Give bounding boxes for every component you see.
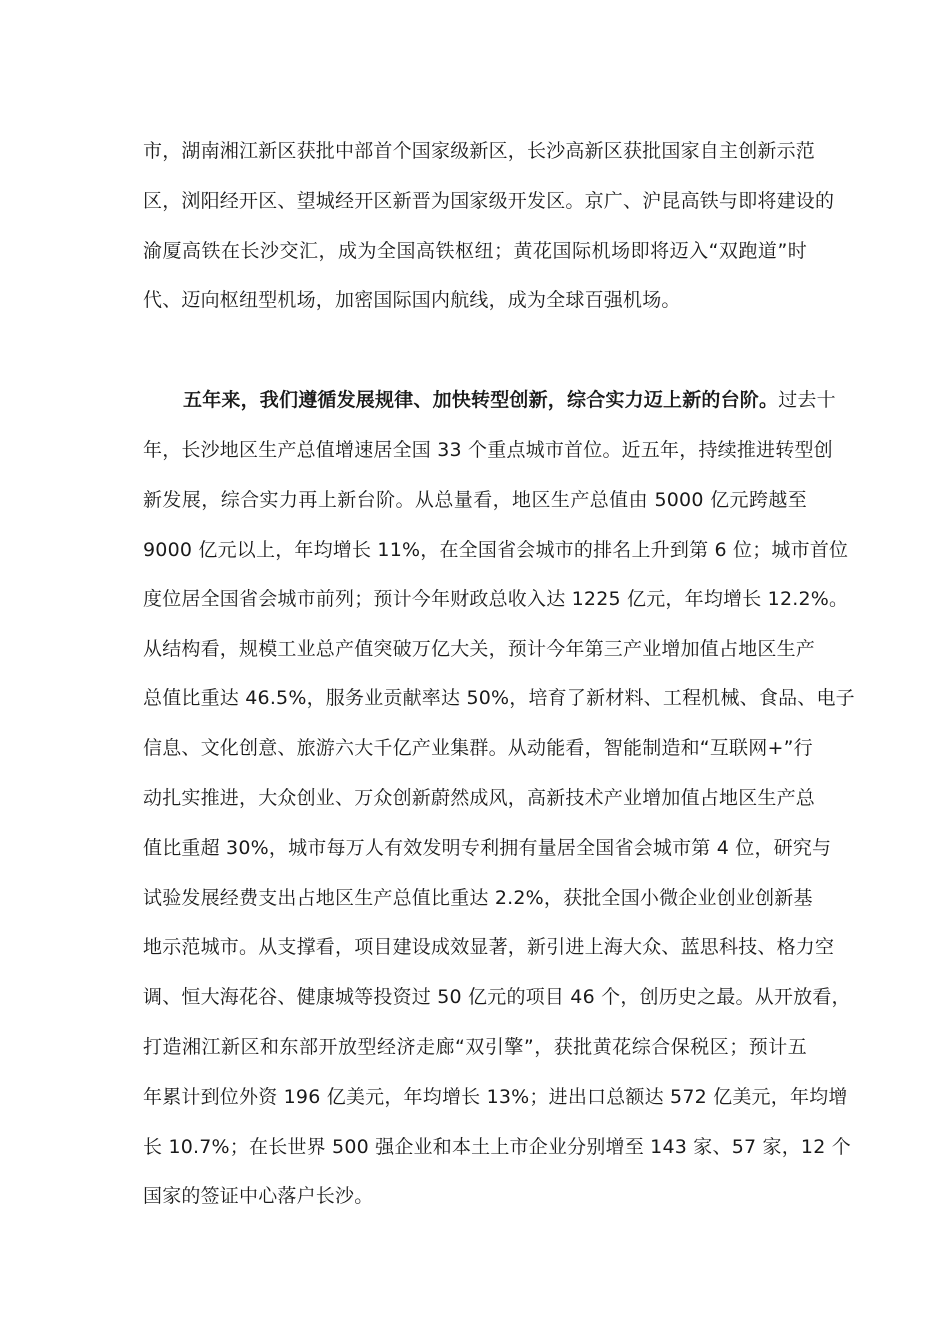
paragraph-2-line-10: 试验发展经费支出占地区生产总值比重达 2.2%，获批全国小微企业创业创新基	[143, 887, 813, 909]
paragraph-1-line-3: 渝厦高铁在长沙交汇，成为全国高铁枢纽；黄花国际机场即将迈入“双跑道”时	[143, 240, 807, 262]
paragraph-2-line-1: 年，长沙地区生产总值增速居全国 33 个重点城市首位。近五年，持续推进转型创	[143, 439, 833, 461]
paragraph-2-line-5: 从结构看，规模工业总产值突破万亿大关，预计今年第三产业增加值占地区生产	[143, 638, 816, 660]
paragraph-2-line-9: 值比重超 30%，城市每万人有效发明专利拥有量居全国省会城市第 4 位，研究与	[143, 837, 832, 859]
paragraph-2-line-3: 9000 亿元以上，年均增长 11%，在全国省会城市的排名上升到第 6 位；城市首位	[143, 539, 849, 561]
paragraph-2-line-2: 新发展，综合实力再上新台阶。从总量看，地区生产总值由 5000 亿元跨越至	[143, 489, 807, 511]
paragraph-2-line-12: 调、恒大海花谷、健康城等投资过 50 亿元的项目 46 个，创历史之最。从开放看，	[143, 986, 851, 1008]
paragraph-1-line-2: 区，浏阳经开区、望城经开区新晋为国家级开发区。京广、沪昆高铁与即将建设的	[143, 190, 835, 212]
paragraph-1-line-4: 代、迈向枢纽型机场，加密国际国内航线，成为全球百强机场。	[143, 289, 681, 311]
paragraph-2-line-6: 总值比重达 46.5%，服务业贡献率达 50%，培育了新材料、工程机械、食品、电子	[143, 687, 855, 709]
paragraph-2-line-16: 国家的签证中心落户长沙。	[143, 1185, 374, 1207]
paragraph-2-lead-rest: 过去十	[778, 389, 836, 411]
paragraph-2-line-13: 打造湘江新区和东部开放型经济走廊“双引擎”，获批黄花综合保税区；预计五	[143, 1036, 807, 1058]
paragraph-2-line-4: 度位居全国省会城市前列；预计今年财政总收入达 1225 亿元，年均增长 12.2%。	[143, 588, 849, 610]
paragraph-2-lead-line	[183, 388, 836, 412]
paragraph-2-line-8: 动扎实推进，大众创业、万众创新蔚然成风，高新技术产业增加值占地区生产总	[143, 787, 816, 809]
paragraph-2-line-11: 地示范城市。从支撑看，项目建设成效显著，新引进上海大众、蓝思科技、格力空	[143, 936, 835, 958]
paragraph-2-line-15: 长 10.7%；在长世界 500 强企业和本土上市企业分别增至 143 家、57 家，12 个	[143, 1136, 851, 1158]
paragraph-2-line-14: 年累计到位外资 196 亿美元，年均增长 13%；进出口总额达 572 亿美元，年均增	[143, 1086, 848, 1108]
paragraph-2-lead-bold: 五年来，我们遵循发展规律、加快转型创新，综合实力迈上新的台阶。	[183, 389, 779, 411]
paragraph-2-line-7: 信息、文化创意、旅游六大千亿产业集群。从动能看，智能制造和“互联网+”行	[143, 737, 813, 759]
paragraph-1-line-1: 市，湖南湘江新区获批中部首个国家级新区，长沙高新区获批国家自主创新示范	[143, 140, 816, 162]
